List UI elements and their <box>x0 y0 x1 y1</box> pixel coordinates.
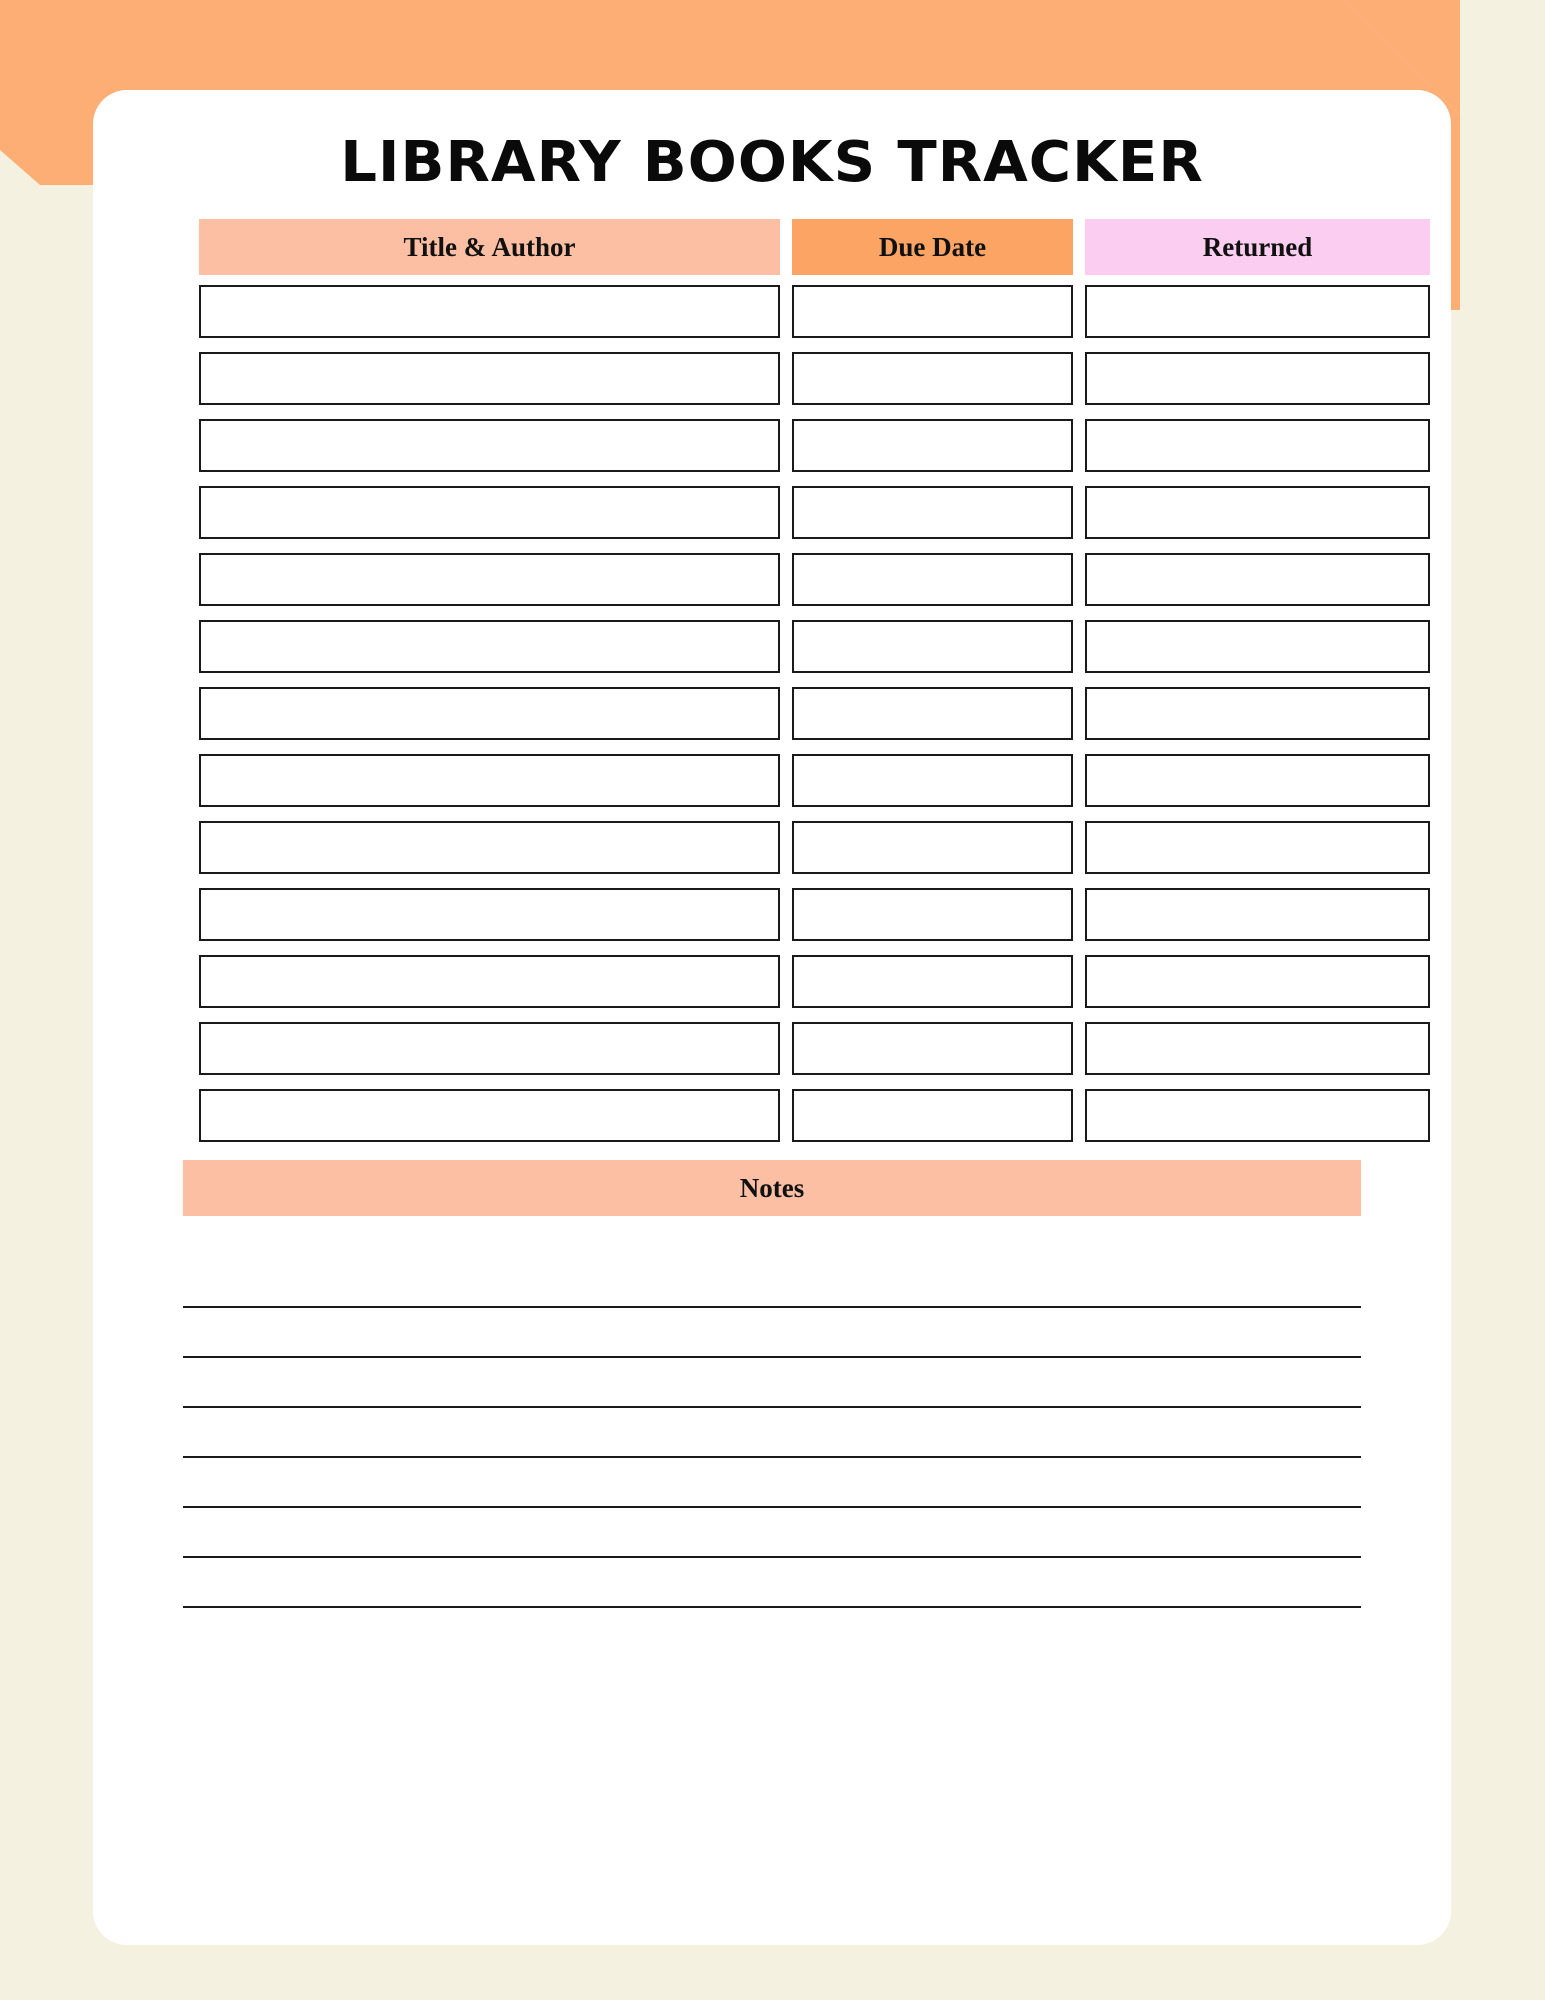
cell-returned[interactable] <box>1085 955 1430 1008</box>
cell-title-author[interactable] <box>199 620 780 673</box>
notes-lines <box>183 1258 1361 1608</box>
note-line[interactable] <box>183 1558 1361 1608</box>
tracker-sheet <box>93 90 1451 1945</box>
table-row <box>199 1022 1345 1075</box>
cell-title-author[interactable] <box>199 1022 780 1075</box>
table-row <box>199 888 1345 941</box>
column-header-title-author: Title & Author <box>199 219 780 275</box>
table-row <box>199 553 1345 606</box>
cell-returned[interactable] <box>1085 754 1430 807</box>
cell-due-date[interactable] <box>792 620 1073 673</box>
cell-title-author[interactable] <box>199 352 780 405</box>
cell-due-date[interactable] <box>792 1089 1073 1142</box>
table-row <box>199 352 1345 405</box>
cell-title-author[interactable] <box>199 687 780 740</box>
cell-title-author[interactable] <box>199 821 780 874</box>
table-row <box>199 687 1345 740</box>
cell-due-date[interactable] <box>792 1022 1073 1075</box>
cell-title-author[interactable] <box>199 553 780 606</box>
note-line[interactable] <box>183 1358 1361 1408</box>
cell-returned[interactable] <box>1085 285 1430 338</box>
table-header-row <box>109 219 1435 275</box>
cell-returned[interactable] <box>1085 687 1430 740</box>
cell-due-date[interactable] <box>792 821 1073 874</box>
table-body <box>109 285 1435 1142</box>
table-row <box>199 821 1345 874</box>
note-line[interactable] <box>183 1458 1361 1508</box>
table-row <box>199 1089 1345 1142</box>
cell-due-date[interactable] <box>792 754 1073 807</box>
cell-returned[interactable] <box>1085 553 1430 606</box>
cell-due-date[interactable] <box>792 888 1073 941</box>
cell-returned[interactable] <box>1085 352 1430 405</box>
cell-title-author[interactable] <box>199 285 780 338</box>
table-row <box>199 419 1345 472</box>
cell-returned[interactable] <box>1085 419 1430 472</box>
table-row <box>199 754 1345 807</box>
cell-due-date[interactable] <box>792 486 1073 539</box>
cell-due-date[interactable] <box>792 419 1073 472</box>
cell-due-date[interactable] <box>792 687 1073 740</box>
page-title: LIBRARY BOOKS TRACKER <box>340 130 1204 195</box>
cell-due-date[interactable] <box>792 955 1073 1008</box>
table-row <box>199 955 1345 1008</box>
cell-due-date[interactable] <box>792 553 1073 606</box>
cell-returned[interactable] <box>1085 888 1430 941</box>
cell-title-author[interactable] <box>199 955 780 1008</box>
table-row <box>199 285 1345 338</box>
cell-returned[interactable] <box>1085 620 1430 673</box>
note-line[interactable] <box>183 1258 1361 1308</box>
cell-due-date[interactable] <box>792 285 1073 338</box>
column-header-due-date: Due Date <box>792 219 1073 275</box>
notes-section-header: Notes <box>183 1160 1361 1216</box>
table-row <box>199 620 1345 673</box>
books-table <box>93 219 1451 1142</box>
table-row <box>199 486 1345 539</box>
note-line[interactable] <box>183 1408 1361 1458</box>
cell-returned[interactable] <box>1085 1089 1430 1142</box>
cell-returned[interactable] <box>1085 486 1430 539</box>
cell-title-author[interactable] <box>199 1089 780 1142</box>
cell-title-author[interactable] <box>199 754 780 807</box>
note-line[interactable] <box>183 1308 1361 1358</box>
cell-title-author[interactable] <box>199 486 780 539</box>
cell-title-author[interactable] <box>199 419 780 472</box>
note-line[interactable] <box>183 1508 1361 1558</box>
cell-returned[interactable] <box>1085 821 1430 874</box>
column-header-returned: Returned <box>1085 219 1430 275</box>
cell-returned[interactable] <box>1085 1022 1430 1075</box>
cell-title-author[interactable] <box>199 888 780 941</box>
cell-due-date[interactable] <box>792 352 1073 405</box>
